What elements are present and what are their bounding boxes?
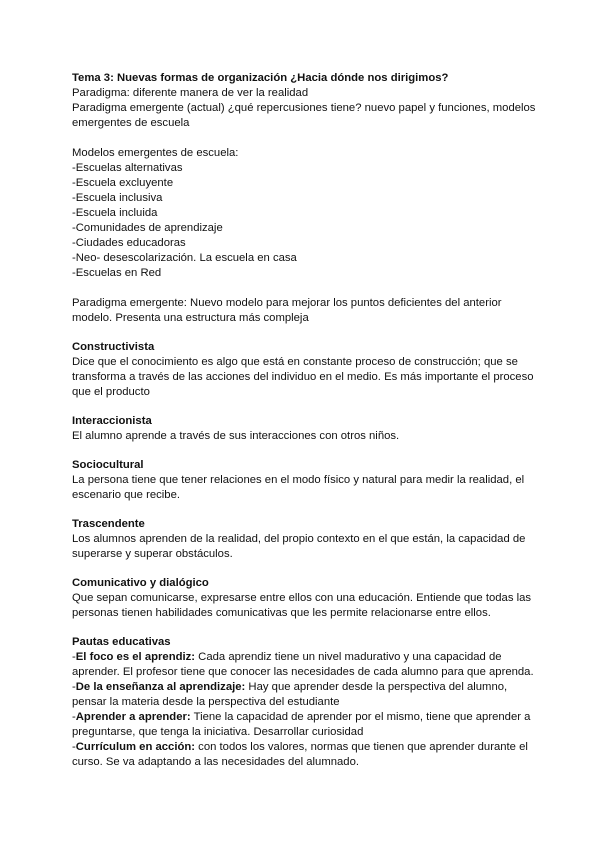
pauta-text: con todos los valores, normas que tienen que aprender durante el	[195, 741, 528, 753]
section-text-line: Los alumnos aprenden de la realidad, del propio contexto en el que están, la capacidad de	[72, 533, 526, 545]
model-item: -Escuela incluida	[72, 207, 158, 219]
pauta-term: El foco es el aprendiz:	[75, 651, 196, 663]
spacer	[72, 621, 532, 635]
pauta-text: Tiene la capacidad de aprender por el mismo, tiene que aprender a	[190, 711, 531, 723]
document-title: Tema 3: Nuevas formas de organización ¿Hacia dónde nos dirigimos?	[72, 72, 449, 84]
section-text-line: La persona tiene que tener relaciones en el modo físico y natural para medir la realidad, el	[72, 474, 525, 486]
spacer	[72, 400, 532, 414]
emergent-paragraph-line: Paradigma emergente: Nuevo modelo para mejorar los puntos deficientes del anterior	[72, 297, 502, 309]
section-text-line: superarse y superar obstáculos.	[72, 548, 233, 560]
pauta-item	[72, 710, 532, 725]
section-heading: Interaccionista	[72, 415, 152, 427]
model-item: -Escuelas en Red	[72, 267, 162, 279]
pauta-prefix: -	[72, 711, 76, 723]
intro-line: emergentes de escuela	[72, 117, 190, 129]
intro-line: Paradigma emergente (actual) ¿qué repercusiones tiene? nuevo papel y funciones, modelos	[72, 102, 536, 114]
spacer	[72, 326, 532, 340]
section-text-line: Que sepan comunicarse, expresarse entre ellos con una educación. Entiende que todas las	[72, 592, 532, 604]
section-text-line: escenario que recibe.	[72, 489, 181, 501]
pauta-text-line: curso. Se va adaptando a las necesidades del alumnado.	[72, 756, 360, 768]
section-heading: Trascendente	[72, 518, 145, 530]
intro-line: Paradigma: diferente manera de ver la realidad	[72, 87, 309, 99]
section-text-line: transforma a través de las acciones del individuo en el medio. Es más importante el proceso	[72, 371, 534, 383]
document-page	[72, 71, 536, 770]
spacer	[72, 444, 532, 458]
pauta-term: De la enseñanza al aprendizaje:	[75, 681, 246, 693]
spacer	[72, 281, 532, 296]
pauta-text-line: aprender. El profesor tiene que conocer las necesidades de cada alumno para que aprenda.	[72, 666, 534, 678]
section-text-line: El alumno aprende a través de sus interacciones con otros niños.	[72, 430, 400, 442]
pauta-term: Currículum en acción:	[75, 741, 196, 753]
section-heading: Sociocultural	[72, 459, 144, 471]
pauta-item	[72, 650, 532, 665]
model-item: -Ciudades educadoras	[72, 237, 186, 249]
model-item: -Comunidades de aprendizaje	[72, 222, 223, 234]
emergent-paragraph-line: modelo. Presenta una estructura más compleja	[72, 312, 309, 324]
pauta-prefix: -	[72, 681, 76, 693]
pauta-item	[72, 740, 532, 755]
model-item: -Escuela inclusiva	[72, 192, 163, 204]
pauta-prefix: -	[72, 651, 76, 663]
model-item: -Neo- desescolarización. La escuela en casa	[72, 252, 297, 264]
pauta-item	[72, 680, 532, 695]
spacer	[72, 131, 532, 146]
pauta-prefix: -	[72, 741, 76, 753]
model-item: -Escuelas alternativas	[72, 162, 183, 174]
spacer	[72, 503, 532, 517]
section-text-line: personas tienen habilidades comunicativas que les permite relacionarse entre ellos.	[72, 607, 491, 619]
pauta-text: Hay que aprender desde la perspectiva del alumno,	[245, 681, 508, 693]
section-heading: Comunicativo y dialógico	[72, 577, 209, 589]
section-heading: Constructivista	[72, 341, 155, 353]
model-item: -Escuela excluyente	[72, 177, 174, 189]
pauta-text-line: pensar la materia desde la perspectiva del estudiante	[72, 696, 340, 708]
pauta-text-line: preguntarse, que tenga la iniciativa. Desarrollar curiosidad	[72, 726, 364, 738]
section-text-line: Dice que el conocimiento es algo que está en constante proceso de construcción; que se	[72, 356, 518, 368]
models-heading: Modelos emergentes de escuela:	[72, 147, 239, 159]
pautas-heading: Pautas educativas	[72, 636, 171, 648]
spacer	[72, 562, 532, 576]
pauta-term: Aprender a aprender:	[75, 711, 191, 723]
pauta-text: Cada aprendiz tiene un nivel madurativo y una capacidad de	[195, 651, 502, 663]
section-text-line: que el producto	[72, 386, 150, 398]
